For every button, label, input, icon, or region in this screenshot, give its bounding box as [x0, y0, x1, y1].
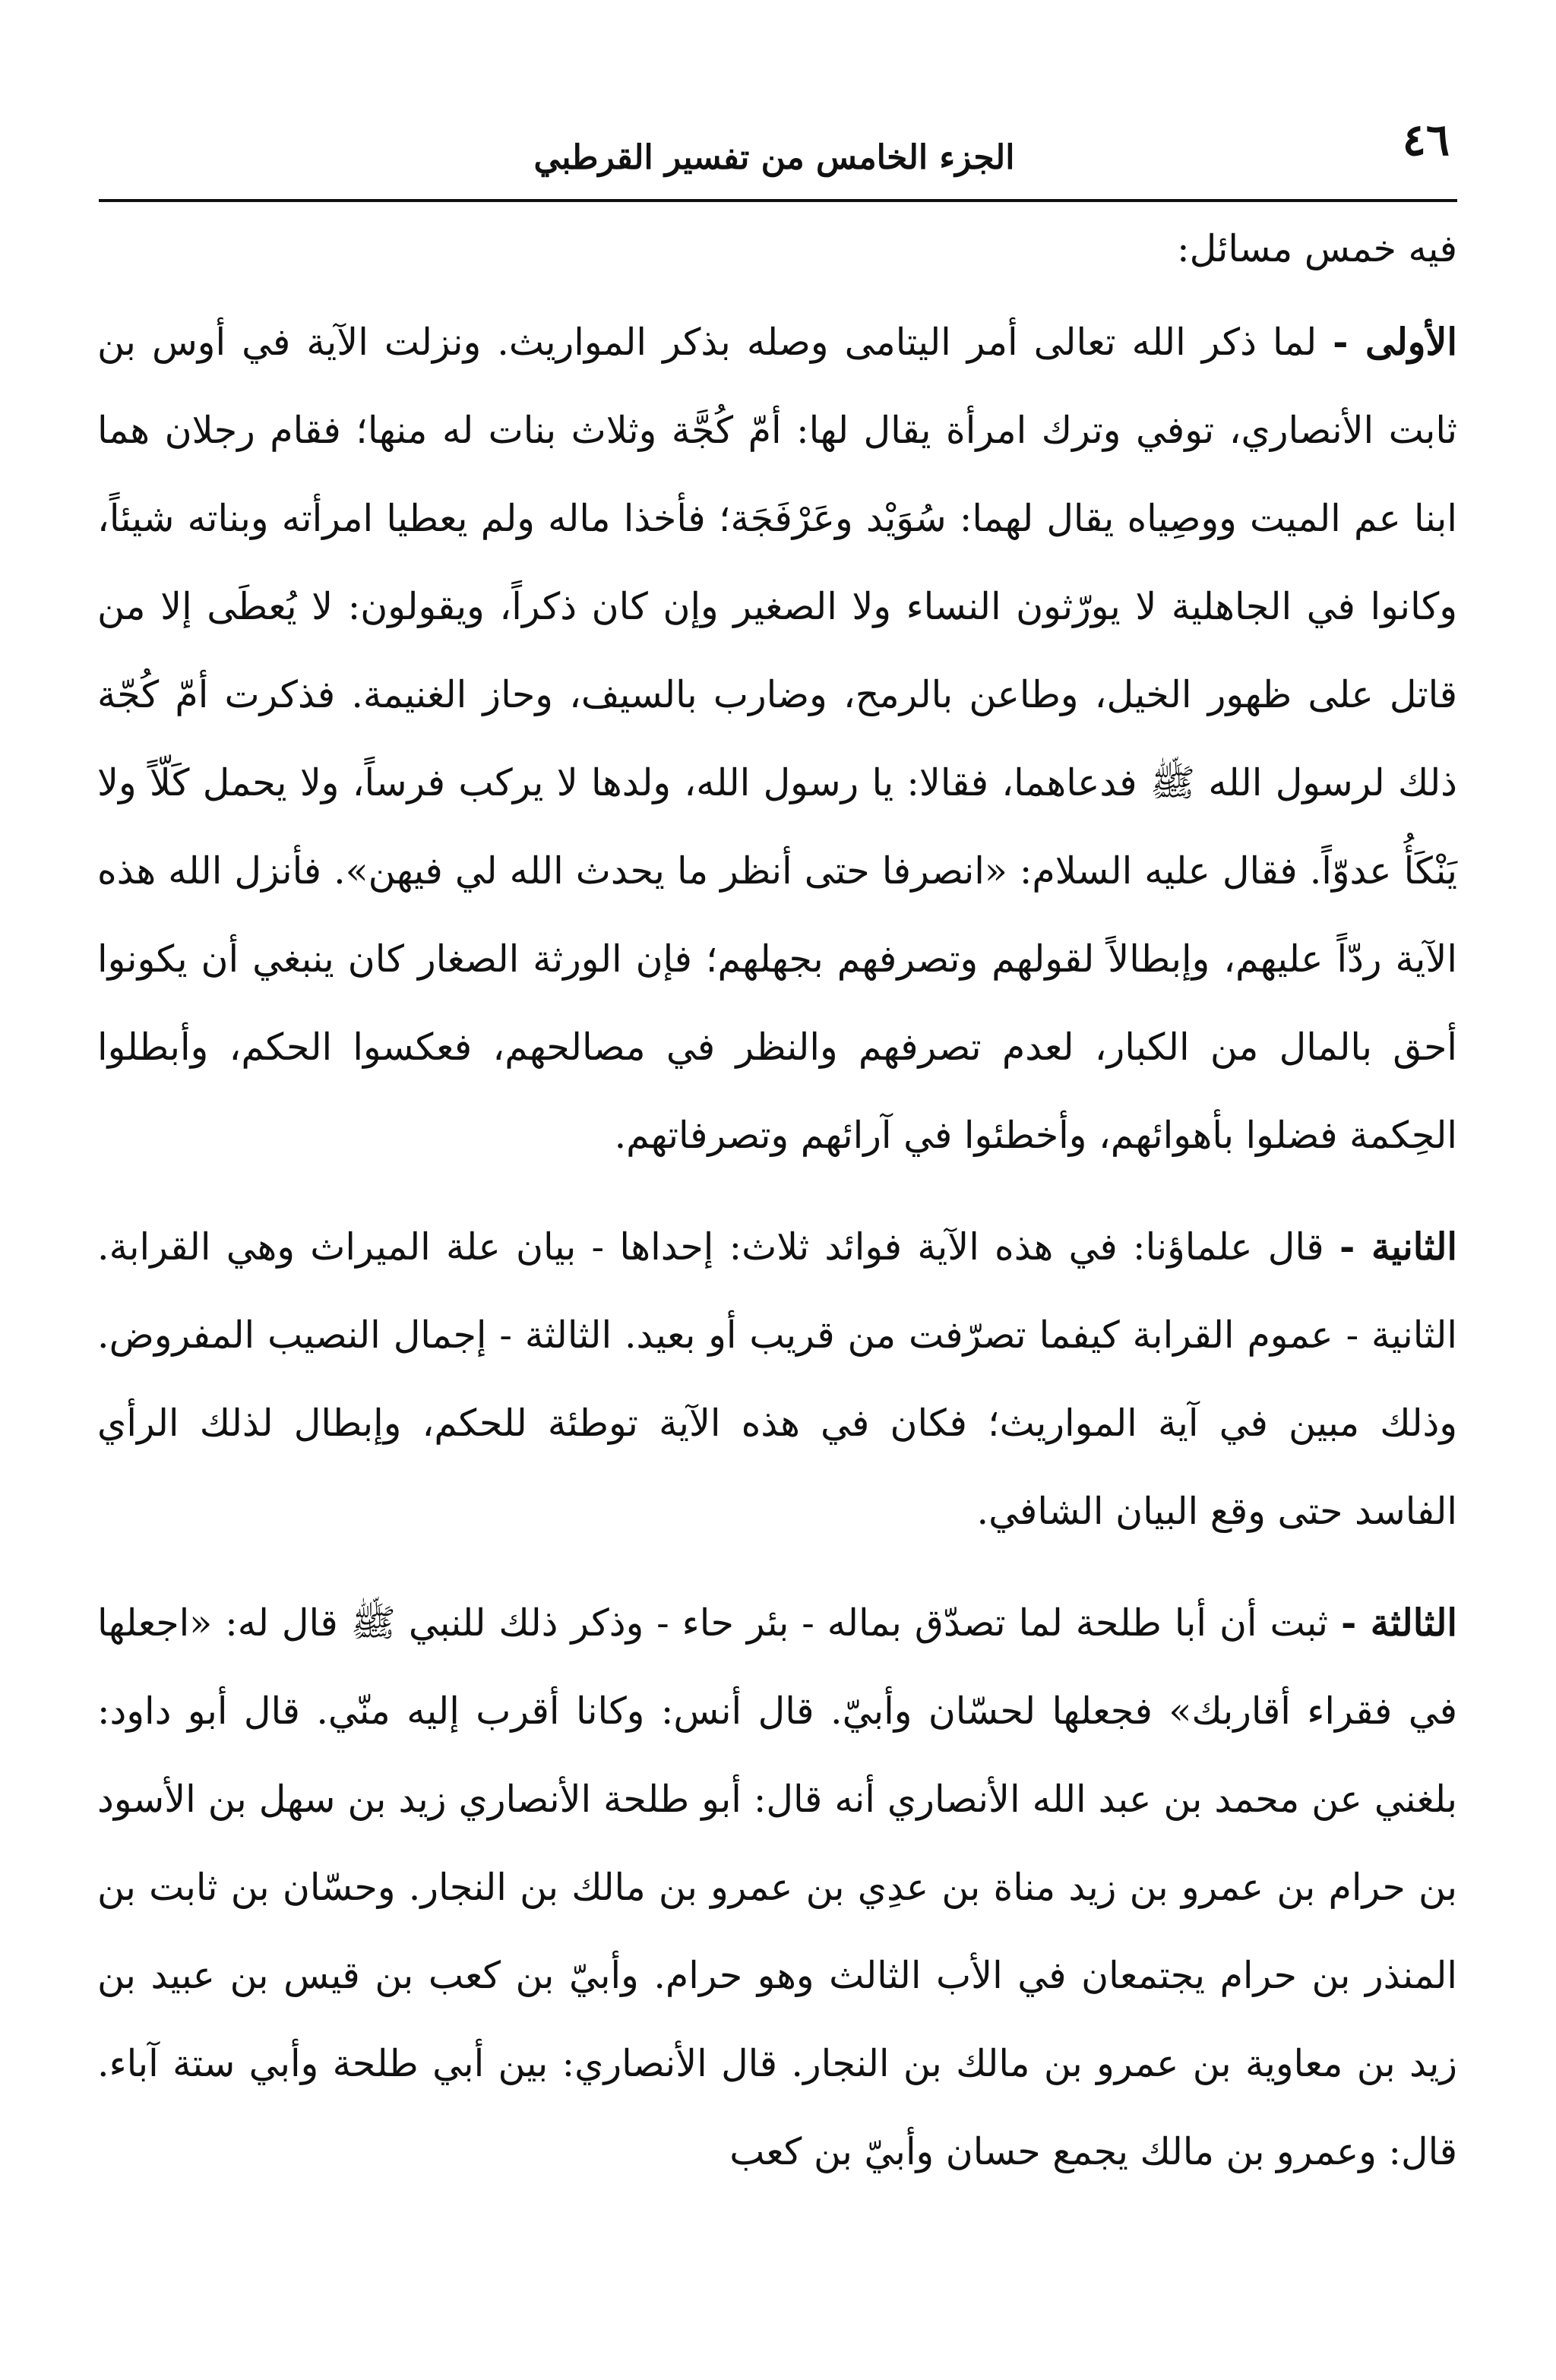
intro-line: فيه خمس مسائل:: [1177, 227, 1457, 270]
issue-text: لما ذكر الله تعالى أمر اليتامى وصله بذكر المواريث. ونزلت الآية في أوس بن ثابت الأنصاري، توفي وترك امرأة يقال لها: أمّ كُجَّة وثلاث بنات له منها؛ فقام رجلان هما ابنا عم الميت ووصِياه يقال لهما: سُوَيْد وعَرْفَجَة؛ فأخذا ماله ولم يعطيا امرأته وبناته شيئاً، وكانوا في الجاهلية لا يورّثون النساء ولا الصغير وإن كان ذكراً، ويقولون: لا يُعطَى إلا من قاتل على ظهور الخيل، وطاعن بالرمح، وضارب بالسيف، وحاز الغنيمة. فذكرت أمّ كُجّة ذلك لرسول الله ﷺ فدعاهما، فقالا: يا رسول الله، ولدها لا يركب فرساً، ولا يحمل كَلّاً ولا يَنْكَأُ عدوّاً. فقال عليه السلام: «انصرفا حتى أنظر ما يحدث الله لي فيهن». فأنزل الله هذه الآية ردّاً عليهم، وإبطالاً لقولهم وتصرفهم بجهلهم؛ فإن الورثة الصغار كان ينبغي أن يكونوا أحق بالمال من الكبار، لعدم تصرفهم والنظر في مصالحهم، فعكسوا الحكم، وأبطلوا الحِكمة فضلوا بأهوائهم، وأخطئوا في آرائهم وتصرفاتهم.: [97, 321, 1457, 1157]
page-body: [97, 205, 1457, 2219]
issue-second: [97, 1203, 1457, 1556]
page-header: [99, 106, 1450, 190]
issue-title: الثالثة -: [1340, 1601, 1457, 1645]
issue-title: الأولى -: [1333, 320, 1458, 364]
issue-title: الثانية -: [1339, 1225, 1457, 1269]
issue-first: [97, 298, 1457, 1180]
issue-third: [97, 1579, 1457, 2196]
running-head: الجزء الخامس من تفسير القرطبي: [533, 138, 1015, 177]
header-rule: [99, 199, 1457, 202]
issue-text: ثبت أن أبا طلحة لما تصدّق بماله - بئر حاء - وذكر ذلك للنبي ﷺ قال له: «اجعلها في فقراء أقاربك» فجعلها لحسّان وأبيّ. قال أنس: وكانا أقرب إليه منّي. قال أبو داود: بلغني عن محمد بن عبد الله الأنصاري أنه قال: أبو طلحة الأنصاري زيد بن سهل بن الأسود بن حرام بن عمرو بن زيد مناة بن عدِي بن عمرو بن مالك بن النجار. وحسّان بن ثابت بن المنذر بن حرام يجتمعان في الأب الثالث وهو حرام. وأبيّ بن كعب بن قيس بن عبيد بن زيد بن معاوية بن عمرو بن مالك بن النجار. قال الأنصاري: بين أبي طلحة وأبي ستة آباء. قال: وعمرو بن مالك يجمع حسان وأبيّ بن كعب: [97, 1601, 1457, 2173]
issue-text: قال علماؤنا: في هذه الآية فوائد ثلاث: إحداها - بيان علة الميراث وهي القرابة. الثانية - عموم القرابة كيفما تصرّفت من قريب أو بعيد. الثالثة - إجمال النصيب المفروض. وذلك مبين في آية المواريث؛ فكان في هذه الآية توطئة للحكم، وإبطال لذلك الرأي الفاسد حتى وقع البيان الشافي.: [97, 1225, 1457, 1533]
page-number: ٤٦: [1402, 114, 1450, 166]
